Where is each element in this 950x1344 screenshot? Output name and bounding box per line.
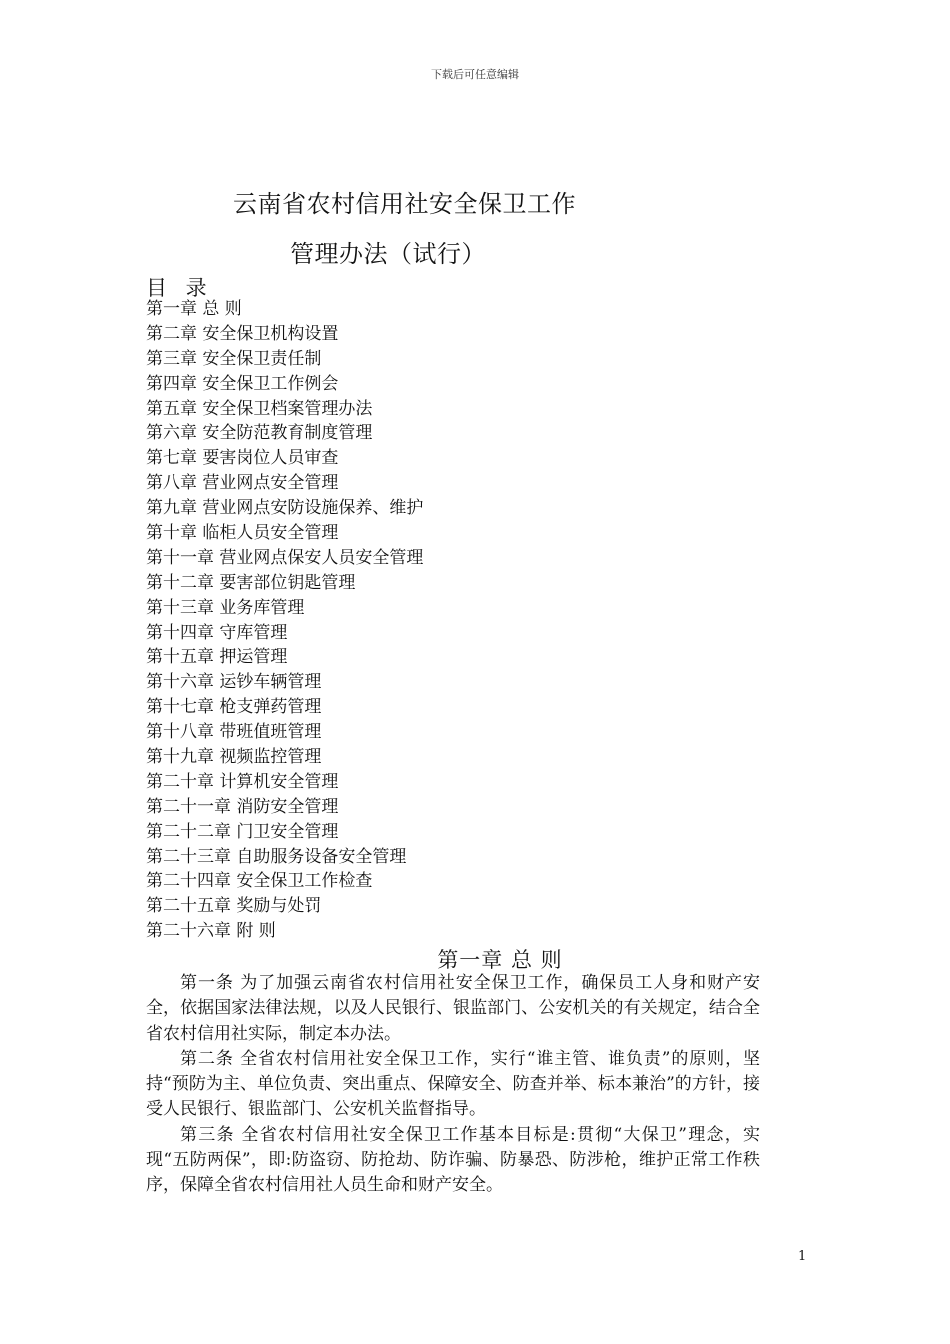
toc-item: 第二十二章 门卫安全管理 [146,821,339,842]
toc-item: 第十六章 运钞车辆管理 [146,672,322,693]
toc-item: 第二十一章 消防安全管理 [146,796,339,817]
toc-item: 第七章 要害岗位人员审查 [146,448,339,469]
toc-item: 第十一章 营业网点保安人员安全管理 [146,547,424,568]
toc-item: 第四章 安全保卫工作例会 [146,373,339,394]
toc-item: 第八章 营业网点安全管理 [146,473,339,494]
toc-item: 第二十章 计算机安全管理 [146,771,339,792]
toc-heading: 目 录 [146,276,213,300]
document-title-line1: 云南省农村信用社安全保卫工作 [233,190,576,218]
chapter-heading: 第一章 总 则 [437,948,563,972]
toc-item: 第一章 总 则 [146,299,242,319]
toc-item: 第十五章 押运管理 [146,647,288,668]
toc-item: 第二十六章 附 则 [146,921,276,942]
toc-item: 第十九章 视频监控管理 [146,747,322,768]
toc-item: 第十七章 枪支弹药管理 [146,697,322,718]
toc-item: 第十二章 要害部位钥匙管理 [146,572,356,593]
toc-item: 第五章 安全保卫档案管理办法 [146,398,373,419]
article-paragraph: 第一条 为了加强云南省农村信用社安全保卫工作，确保员工人身和财产安全，依据国家法律法规，以及人民银行、银监部门、公安机关的有关规定，结合全省农村信用社实际，制定本办法。 [146,973,760,1044]
toc-item: 第三章 安全保卫责任制 [146,348,322,369]
toc-item: 第十三章 业务库管理 [146,597,305,618]
article-paragraph: 第二条 全省农村信用社安全保卫工作，实行“谁主管、谁负责”的原则，坚持“预防为主、单位负责、突出重点、保障安全、防查并举、标本兼治”的方针，接受人民银行、银监部门、公安机关监督指导。 [146,1048,760,1120]
toc-item: 第二章 安全保卫机构设置 [146,323,339,344]
article-paragraph: 第三条 全省农村信用社安全保卫工作基本目标是:贯彻“大保卫”理念，实现“五防两保”，即:防盗窃、防抢劫、防诈骗、防暴恐、防涉枪，维护正常工作秩序，保障全省农村信用社人员生命和财产安全。 [146,1124,760,1196]
toc-item: 第十四章 守库管理 [146,622,288,643]
toc-item: 第十八章 带班值班管理 [146,722,322,743]
toc-item: 第十章 临柜人员安全管理 [146,523,339,544]
toc-item: 第九章 营业网点安防设施保养、维护 [146,498,424,519]
table-of-contents [146,297,423,944]
toc-item: 第二十五章 奖励与处罚 [146,896,322,917]
toc-item: 第二十三章 自助服务设备安全管理 [146,846,407,867]
page-number: 1 [798,1249,807,1264]
header-note: 下载后可任意编辑 [431,68,519,81]
document-title-line2: 管理办法（试行） [290,240,486,268]
toc-item: 第二十四章 安全保卫工作检查 [146,871,373,892]
toc-item: 第六章 安全防范教育制度管理 [146,423,373,444]
chapter-body [146,971,760,1199]
